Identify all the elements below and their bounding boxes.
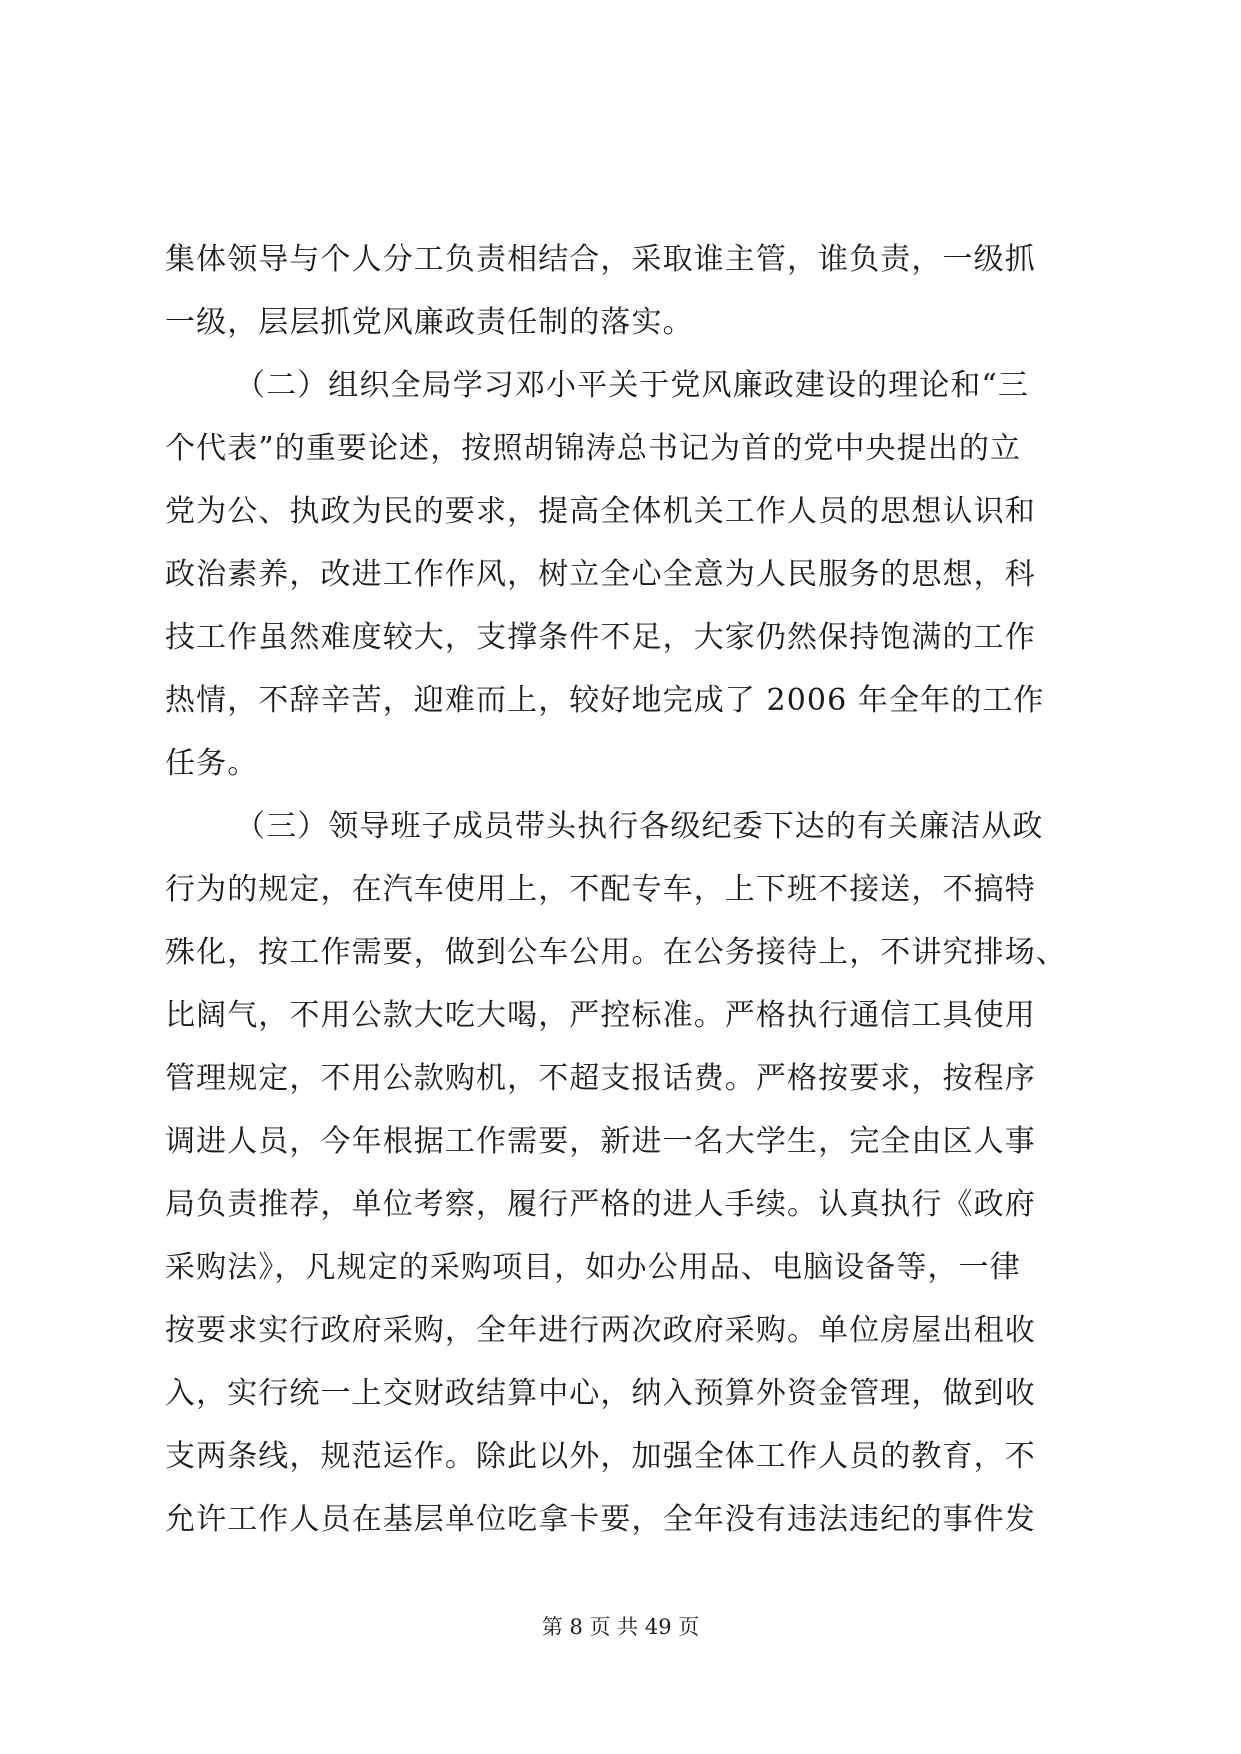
text-line: 政治素养，改进工作作风，树立全心全意为人民服务的思想，科 — [165, 557, 1036, 592]
section-heading-line: （二）组织全局学习邓小平关于党风廉政建设的理论和“三 — [235, 368, 1029, 403]
text-line: 一级，层层抓党风廉政责任制的落实。 — [165, 305, 694, 340]
text-line: 入，实行统一上交财政结算中心，纳入预算外资金管理，做到收 — [165, 1376, 1036, 1411]
text-line: 集体领导与个人分工负责相结合，采取谁主管，谁负责，一级抓 — [165, 242, 1036, 277]
text-line: 行为的规定，在汽车使用上，不配专车，上下班不接送，不搞特 — [165, 872, 1036, 907]
body-text — [165, 228, 1080, 1551]
text-line: 党为公、执政为民的要求，提高全体机关工作人员的思想认识和 — [165, 494, 1036, 529]
text-line: 支两条线，规范运作。除此以外，加强全体工作人员的教育，不 — [165, 1439, 1036, 1474]
text-line: 技工作虽然难度较大，支撑条件不足，大家仍然保持饱满的工作 — [165, 620, 1036, 655]
text-line: 采购法》，凡规定的采购项目，如办公用品、电脑设备等，一律 — [165, 1250, 1021, 1285]
text-line: 比阔气，不用公款大吃大喝，严控标准。严格执行通信工具使用 — [165, 998, 1036, 1033]
text-line: 任务。 — [165, 746, 259, 781]
text-line: 个代表”的重要论述，按照胡锦涛总书记为首的党中央提出的立 — [165, 431, 1022, 466]
page-number-footer: 第 8 页 共 49 页 — [541, 1615, 700, 1639]
text-line: 允许工作人员在基层单位吃拿卡要，全年没有违法违纪的事件发 — [165, 1502, 1036, 1537]
text-line: 管理规定，不用公款购机，不超支报话费。严格按要求，按程序 — [165, 1061, 1036, 1096]
section-heading-line: （三）领导班子成员带头执行各级纪委下达的有关廉洁从政 — [235, 809, 1044, 844]
text-line: 按要求实行政府采购，全年进行两次政府采购。单位房屋出租收 — [165, 1313, 1036, 1348]
text-line: 局负责推荐，单位考察，履行严格的进人手续。认真执行《政府 — [165, 1187, 1036, 1222]
text-line: 热情，不辞辛苦，迎难而上，较好地完成了 2006 年全年的工作 — [165, 683, 1045, 718]
text-line: 殊化，按工作需要，做到公车公用。在公务接待上，不讲究排场、 — [165, 935, 1067, 970]
text-line: 调进人员，今年根据工作需要，新进一名大学生，完全由区人事 — [165, 1124, 1036, 1159]
